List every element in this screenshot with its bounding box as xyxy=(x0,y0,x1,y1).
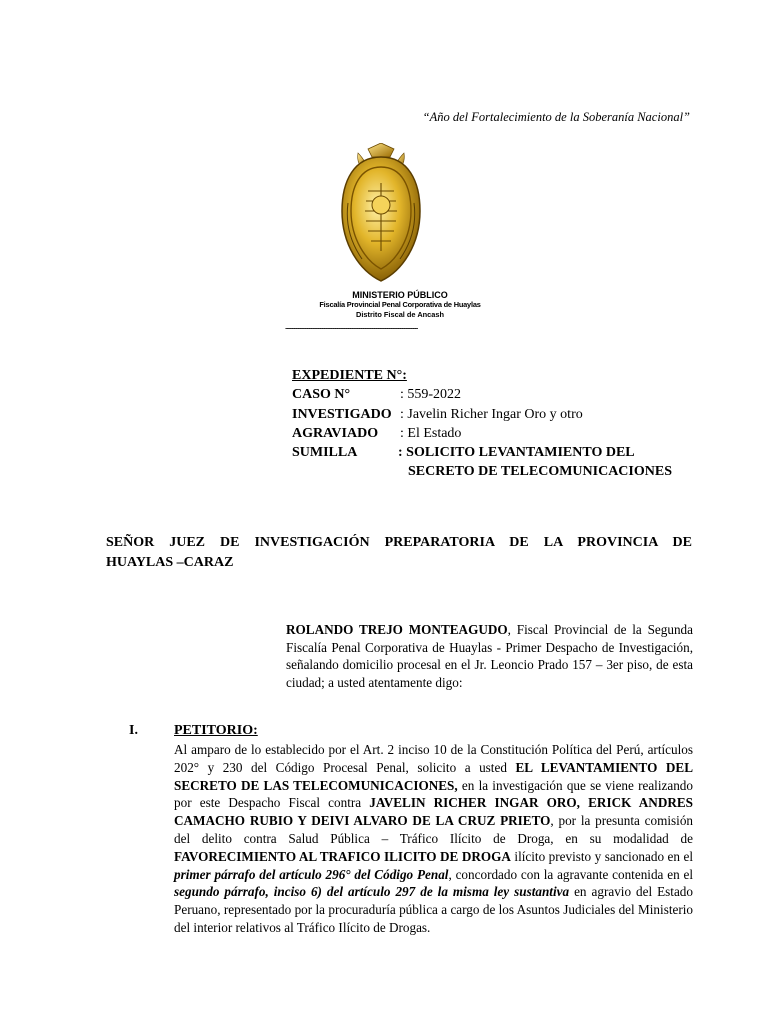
expediente-label: EXPEDIENTE N°: xyxy=(292,368,407,383)
petitorio-paragraph xyxy=(174,741,693,937)
agraviado-value: : El Estado xyxy=(400,425,462,441)
sumilla-value-line2: SECRETO DE TELECOMUNICACIONES xyxy=(408,464,672,480)
intro-paragraph xyxy=(286,621,693,691)
petitorio-bold: EL LEVANTAMIENTO DEL SECRETO DE LAS TELECOMUNICACIONES, xyxy=(174,759,694,793)
addressee xyxy=(106,533,692,572)
addressee-line2: HUAYLAS –CARAZ xyxy=(106,554,234,570)
petitorio-text: ilícito previsto y sancionado en el xyxy=(510,848,693,864)
header-divider: ------------------------------------------------------------- xyxy=(285,322,417,334)
caso-label: CASO N° xyxy=(292,387,351,403)
sumilla-label: SUMILLA xyxy=(292,445,358,461)
section-title: PETITORIO: xyxy=(174,723,258,738)
investigated-names: JAVELIN RICHER INGAR ORO, ERICK ANDRES CAMACHO RUBIO Y DEIVI ALVARO DE LA CRUZ PRIETO xyxy=(174,795,693,829)
caso-value: : 559-2022 xyxy=(400,387,462,403)
petitorio-text: en la investigación que se viene realizando por este Despacho Fiscal contra xyxy=(174,777,693,811)
section-number: I. xyxy=(129,723,138,738)
year-motto: “Año del Fortalecimiento de la Soberanía Nacional” xyxy=(422,110,690,124)
institution-district: Distrito Fiscal de Ancash xyxy=(355,310,445,319)
addressee-line1: SEÑOR JUEZ DE INVESTIGACIÓN PREPARATORIA DE LA PROVINCIA DE xyxy=(106,535,692,550)
institution-name: MINISTERIO PÚBLICO xyxy=(352,290,448,300)
petitorio-text: , concordado con la agravante contenida en el xyxy=(448,866,693,882)
investigado-value: : Javelin Richer Ingar Oro y otro xyxy=(400,406,583,422)
prosecutor-name: ROLANDO TREJO MONTEAGUDO xyxy=(286,622,508,637)
petitorio-text: en agravio del Estado Peruano, representado por la procuraduría pública a cargo de los Asuntos Judiciales del Ministerio del interior relativos al Tráfico Ilícito de Drogas. xyxy=(174,884,693,935)
intro-text: , Fiscal Provincial de la Segunda Fiscalía Penal Corporativa de Huaylas - Primer Despacho de Investigación, señalando domicilio procesal en el Jr. Leoncio Prado 157 – 3er piso, de esta ciudad; a usted atentamente digo: xyxy=(286,622,693,690)
petitorio-text: Al amparo de lo establecido por el Art. 2 inciso 10 de la Constitución Política del Perú, artículos 202° y 230 del Código Procesal Penal, solicito a usted xyxy=(174,742,693,775)
agraviado-label: AGRAVIADO xyxy=(292,425,379,441)
legal-reference: segundo párrafo, inciso 6) del artículo 297 de la misma ley sustantiva xyxy=(174,884,570,900)
legal-reference: primer párrafo del artículo 296° del Código Penal xyxy=(174,866,449,882)
petitorio-text: , por la presunta comisión del delito contra Salud Pública – Tráfico Ilícito de Droga, en su modalidad de xyxy=(174,813,694,846)
institution-header xyxy=(300,290,500,320)
crime-modality: FAVORECIMIENTO AL TRAFICO ILICITO DE DROGA xyxy=(174,848,511,864)
investigado-label: INVESTIGADO xyxy=(292,406,392,422)
sumilla-value-line1: : SOLICITO LEVANTAMIENTO DEL xyxy=(398,445,635,461)
ministerio-publico-seal-icon xyxy=(338,143,424,285)
institution-office: Fiscalía Provincial Penal Corporativa de Huaylas xyxy=(319,300,481,309)
